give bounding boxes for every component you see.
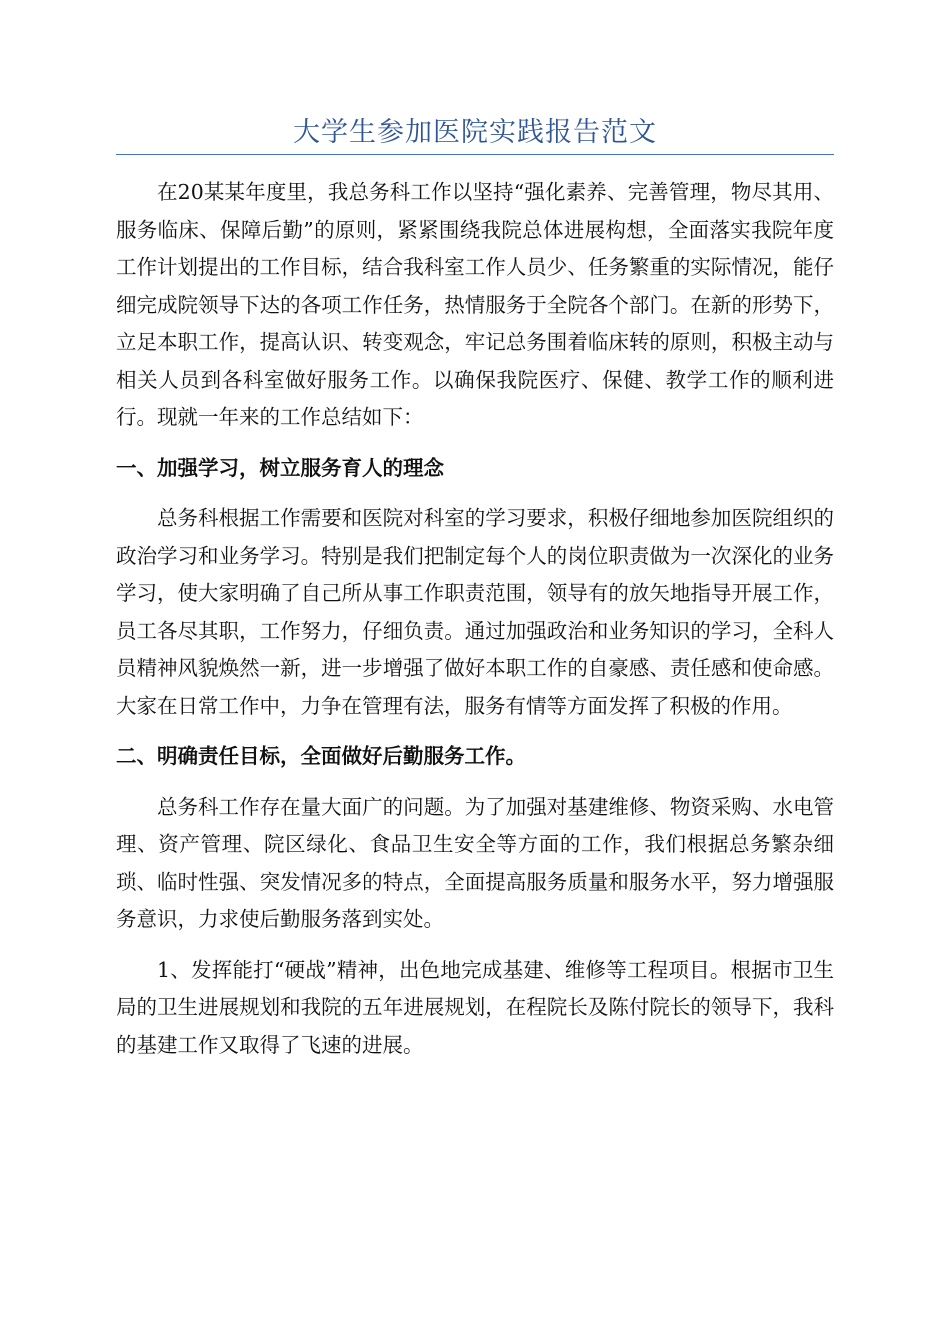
section-1-paragraph: 总务科根据工作需要和医院对科室的学习要求，积极仔细地参加医院组织的政治学习和业务学习。特别是我们把制定每个人的岗位职责做为一次深化的业务学习，使大家明确了自己所从事工作职责范围，领导有的放矢地指导开展工作，员工各尽其职，工作努力，仔细负责。通过加强政治和业务知识的学习，全科人员精神风貌焕然一新，进一步增强了做好本职工作的自豪感、责任感和使命感。大家在日常工作中，力争在管理有法，服务有情等方面发挥了积极的作用。 <box>116 506 834 718</box>
section-2-paragraph: 总务科工作存在量大面广的问题。为了加强对基建维修、物资采购、水电管理、资产管理、院区绿化、食品卫生安全等方面的工作，我们根据总务繁杂细琐、临时性强、突发情况多的特点，全面提高服务质量和服务水平，努力增强服务意识，力求使后勤服务落到实处。 <box>116 794 834 931</box>
intro-paragraph: 在20某某年度里，我总务科工作以坚持“强化素养、完善管理，物尽其用、服务临床、保障后勤”的原则，紧紧围绕我院总体进展构想，全面落实我院年度工作计划提出的工作目标，结合我科室工作人员少、任务繁重的实际情况，能仔细完成院领导下达的各项工作任务，热情服务于全院各个部门。在新的形势下，立足本职工作，提高认识、转变观念，牢记总务围着临床转的原则，积极主动与相关人员到各科室做好服务工作。以确保我院医疗、保健、教学工作的顺利进行。现就一年来的工作总结如下： <box>116 180 834 429</box>
document-title: 大学生参加医院实践报告范文 <box>293 117 657 148</box>
section-heading-1: 一、加强学习，树立服务育人的理念 <box>116 455 444 480</box>
document-body <box>116 174 834 1064</box>
title-underline <box>116 154 834 155</box>
section-heading-2: 二、明确责任目标，全面做好后勤服务工作。 <box>116 744 526 768</box>
section-2-item-1-paragraph: 1、发挥能打“硬战”精神，出色地完成基建、维修等工程项目。根据市卫生局的卫生进展规划和我院的五年进展规划，在程院长及陈付院长的领导下，我科的基建工作又取得了飞速的进展。 <box>116 957 834 1057</box>
